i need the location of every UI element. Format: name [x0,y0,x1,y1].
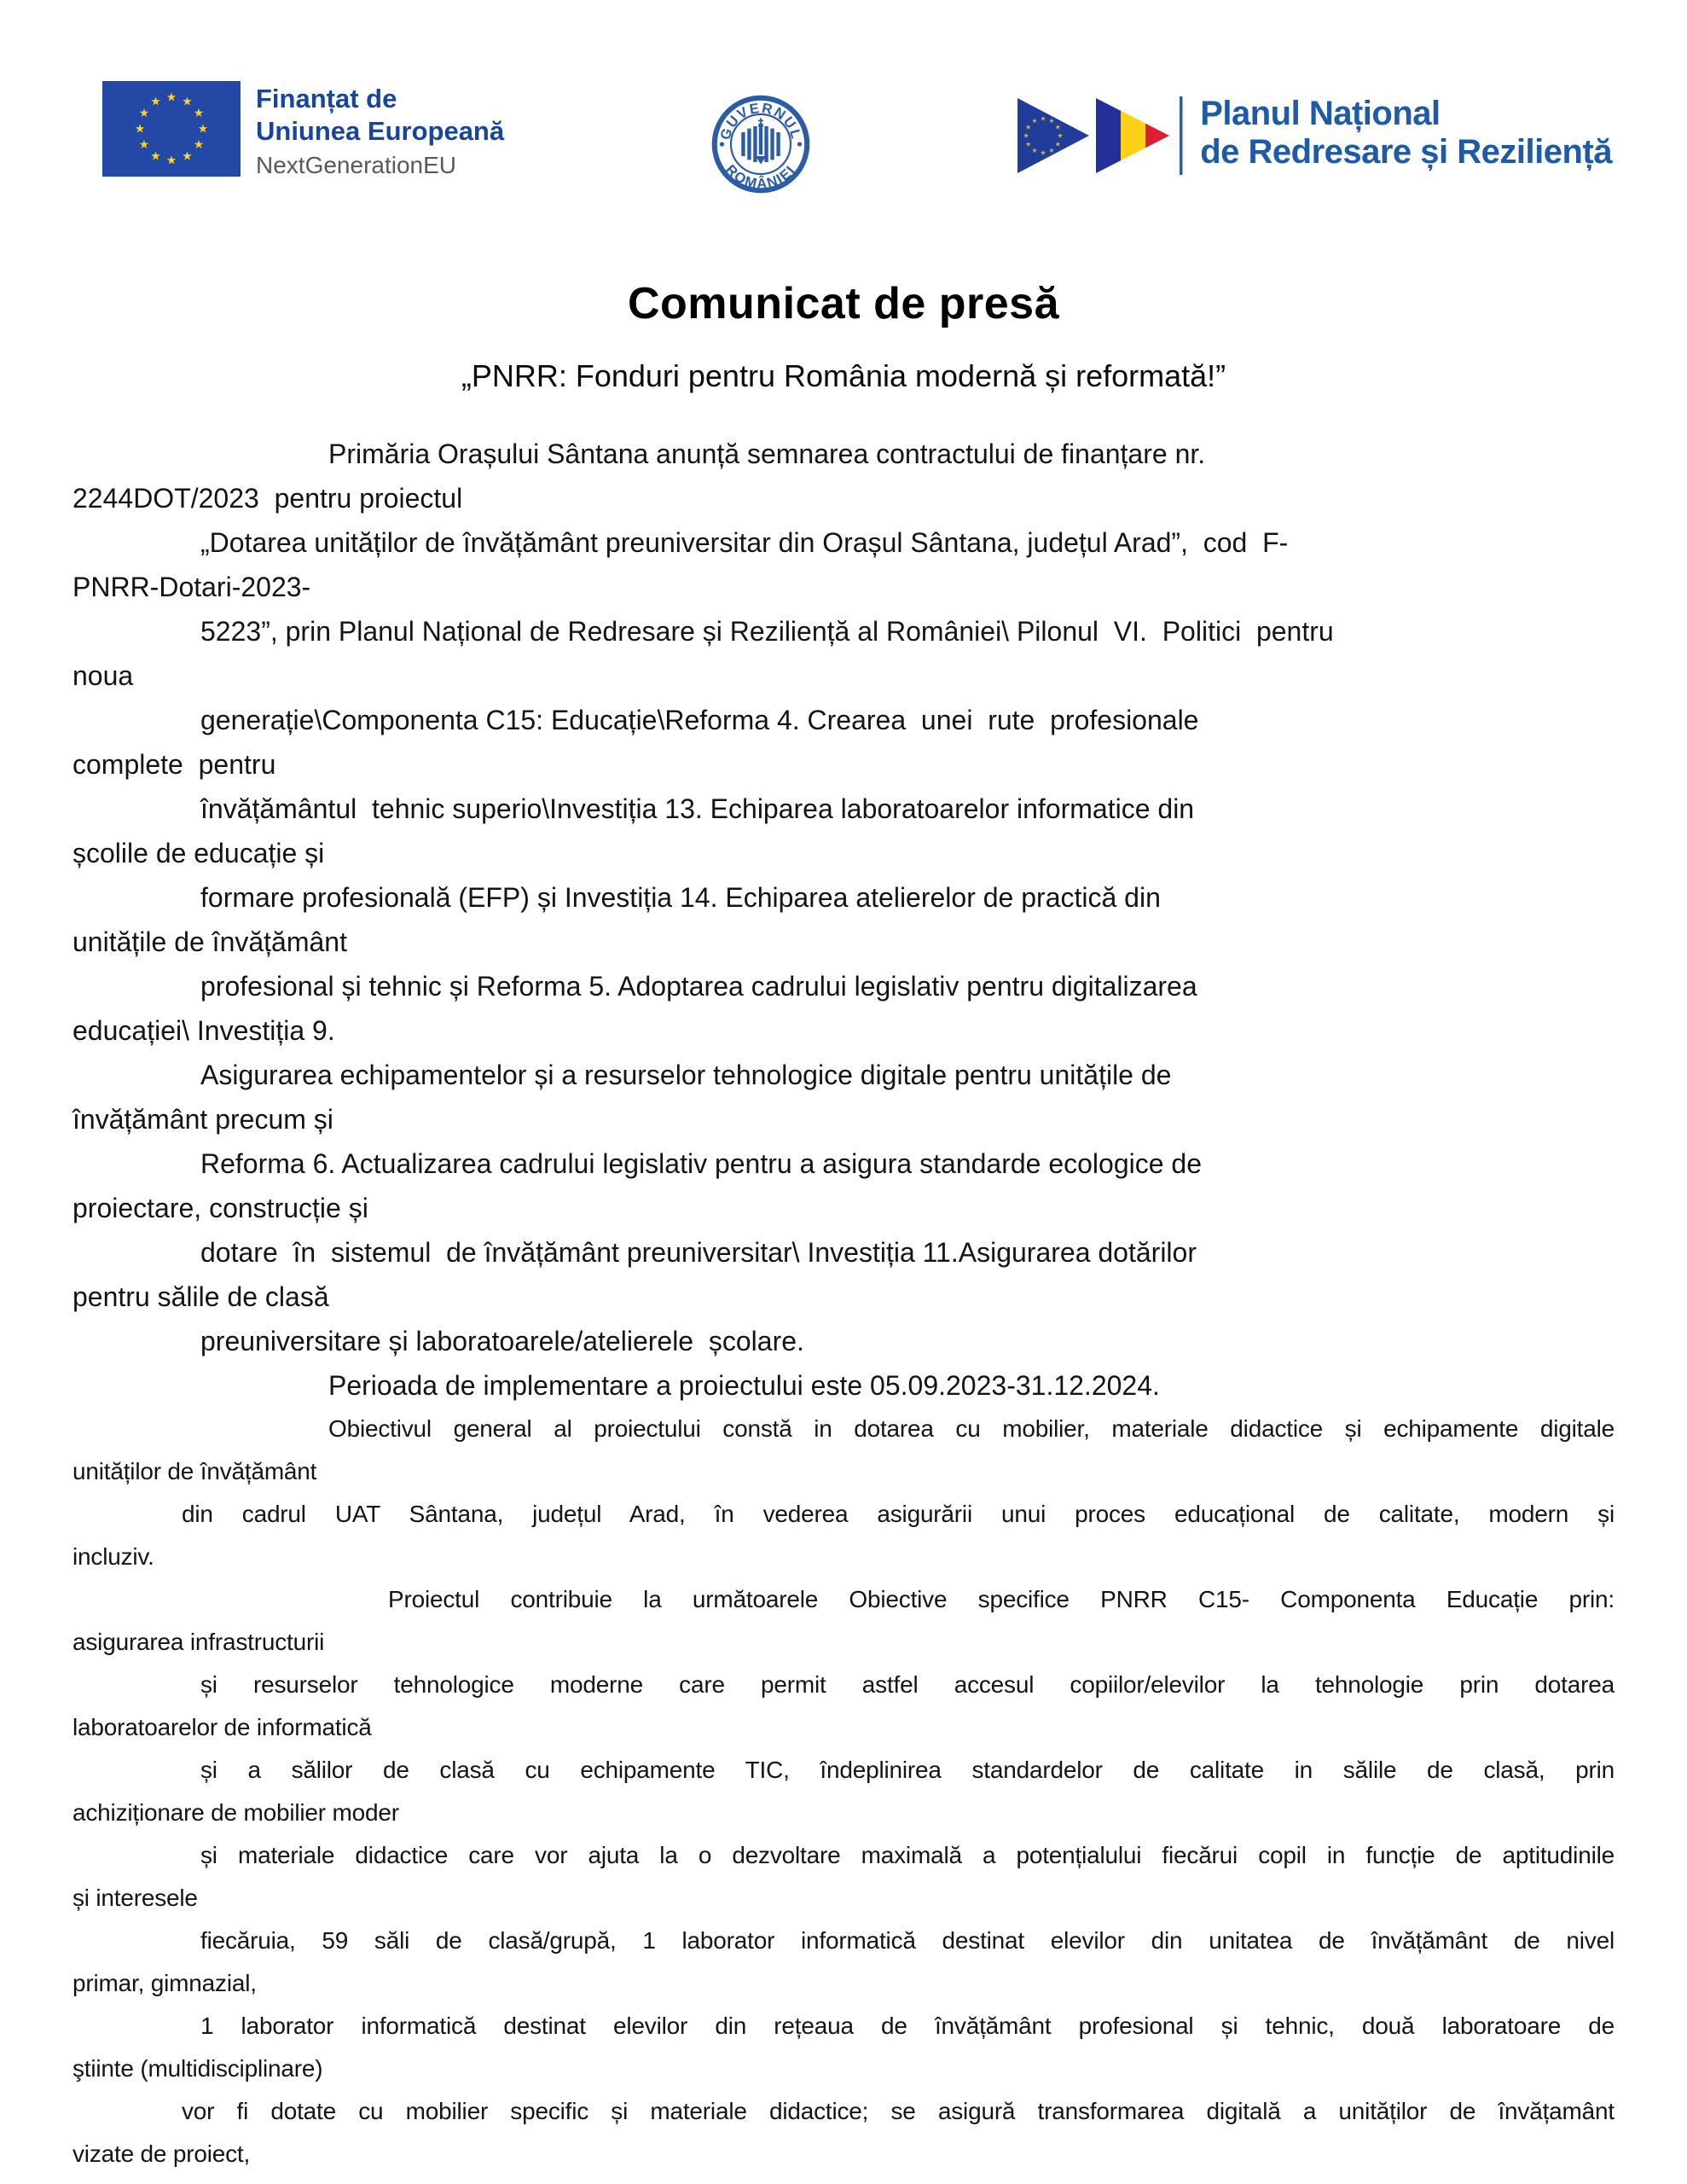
body-line: PNRR-Dotari-2023- [72,572,311,602]
body-line: 5223”, prin Planul Național de Redresare și Reziliență al României\ Pilonul VI. Politici pentru [200,616,1334,647]
body-line: unităților de învățământ [72,1458,317,1484]
pnrr-title-text [1200,93,1612,171]
eu-funding-line3: NextGenerationEU [256,152,457,178]
body-line: profesional și tehnic și Reforma 5. Adoptarea cadrului legislativ pentru digitalizarea [200,971,1197,1002]
pnrr-title-line2: de Redresare și Reziliență [1200,133,1612,171]
pnrr-title-line1: Planul Național [1200,95,1441,132]
body-line: învățământ precum și [72,1104,333,1135]
eu-funding-line2: Uniunea Europeană [256,116,505,146]
eu-flag-icon [102,81,241,177]
eu-funding-line1: Finanțat de [256,84,397,113]
seal-text-top: GUVERNUL [716,99,805,142]
body-line: vizate de proiect, [72,2140,251,2167]
logo-header [102,81,1612,213]
pnrr-logo [1017,93,1612,178]
body-line: și interesele [72,1885,198,1911]
romanian-government-seal [701,84,820,204]
body-line: și materiale didactice care vor ajuta la o dezvoltare maximală a potențialului fiecărui copil in funcție de aptitudinile [200,1842,1615,1868]
body-line: educației\ Investiția 9. [72,1015,335,1046]
body-line: pentru sălile de clasă [72,1281,329,1312]
svg-text:ROMÂNIEI [722,161,799,192]
body-line: Proiectul contribuie la următoarele Obiective specifice PNRR C15- Componenta Educație prin: [388,1586,1615,1612]
body-line: unitățile de învățământ [72,926,347,957]
seal-eagle-icon [741,118,780,164]
body-line: vor fi dotate cu mobilier specific și materiale didactice; se asigură transformarea digitală a unităților de învățamânt [182,2098,1615,2124]
body-line: Primăria Orașului Sântana anunță semnarea contractului de finanțare nr. [328,439,1206,469]
body-line: incluziv. [72,1543,154,1570]
body-line: și resurselor tehnologice moderne care permit astfel accesul copiilor/elevilor la tehnologie prin dotarea [200,1671,1615,1698]
body-line: proiectare, construcție și [72,1193,368,1223]
body-line: formare profesională (EFP) și Investiția 14. Echiparea atelierelor de practică din [200,882,1161,913]
eu-funding-logo [102,81,504,183]
eu-funding-text [256,81,504,183]
body-line: 2244DOT/2023 pentru proiectul [72,483,463,514]
page-title: Comunicat de presă [627,279,1060,328]
body-line: laboratoarelor de informatică [72,1714,372,1740]
seal-text-bottom: ROMÂNIEI [722,161,800,192]
body-line: primar, gimnazial, [72,1970,257,1996]
body [72,432,1615,2175]
body-line: asigurarea infrastructurii [72,1629,325,1655]
body-line: Perioada de implementare a proiectului este 05.09.2023-31.12.2024. [328,1370,1160,1401]
body-line: generație\Componenta C15: Educație\Reforma 4. Crearea unei rute profesionale [200,705,1199,735]
body-line: din cadrul UAT Sântana, județul Arad, în vederea asigurării unui proces educațional de calitate, modern și [182,1501,1615,1527]
body-line: și a sălilor de clasă cu echipamente TIC, îndeplinirea standardelor de calitate in sălile de clasă, prin [200,1757,1615,1783]
body-line: complete pentru [72,749,276,780]
body-line: învățământul tehnic superio\Investiția 13. Echiparea laboratoarelor informatice din [200,793,1195,824]
body-line: noua [72,660,134,691]
body-line: Reforma 6. Actualizarea cadrului legislativ pentru a asigura standarde ecologice de [200,1148,1203,1179]
body-line: școlile de educație și [72,838,325,868]
body-line: Obiectivul general al proiectului constă in dotarea cu mobilier, materiale didactice și echipamente digitale [328,1415,1615,1442]
body-line: fiecăruia, 59 săli de clasă/grupă, 1 laborator informatică destinat elevilor din unitatea de învățământ de nivel [200,1927,1615,1954]
body-line: „Dotarea unităților de învățământ preuniversitar din Orașul Sântana, județul Arad”, cod F- [200,527,1289,558]
body-line: preuniversitare și laboratoarele/atelierele școlare. [200,1326,804,1356]
page-subtitle: „PNRR: Fonduri pentru România modernă și reformată!” [461,358,1226,393]
body-line: 1 laborator informatică destinat elevilor din rețeaua de învățământ profesional și tehnic, două laboratoare de [200,2013,1615,2039]
body-line: ştiinte (multidisciplinare) [72,2055,323,2082]
pnrr-flags-icon [1017,93,1188,178]
body-line: dotare în sistemul de învățământ preuniversitar\ Investiția 11.Asigurarea dotărilor [200,1237,1197,1268]
body-line: achiziționare de mobilier moder [72,1799,399,1826]
body-line: Asigurarea echipamentelor și a resurselor tehnologice digitale pentru unitățile de [200,1060,1172,1090]
